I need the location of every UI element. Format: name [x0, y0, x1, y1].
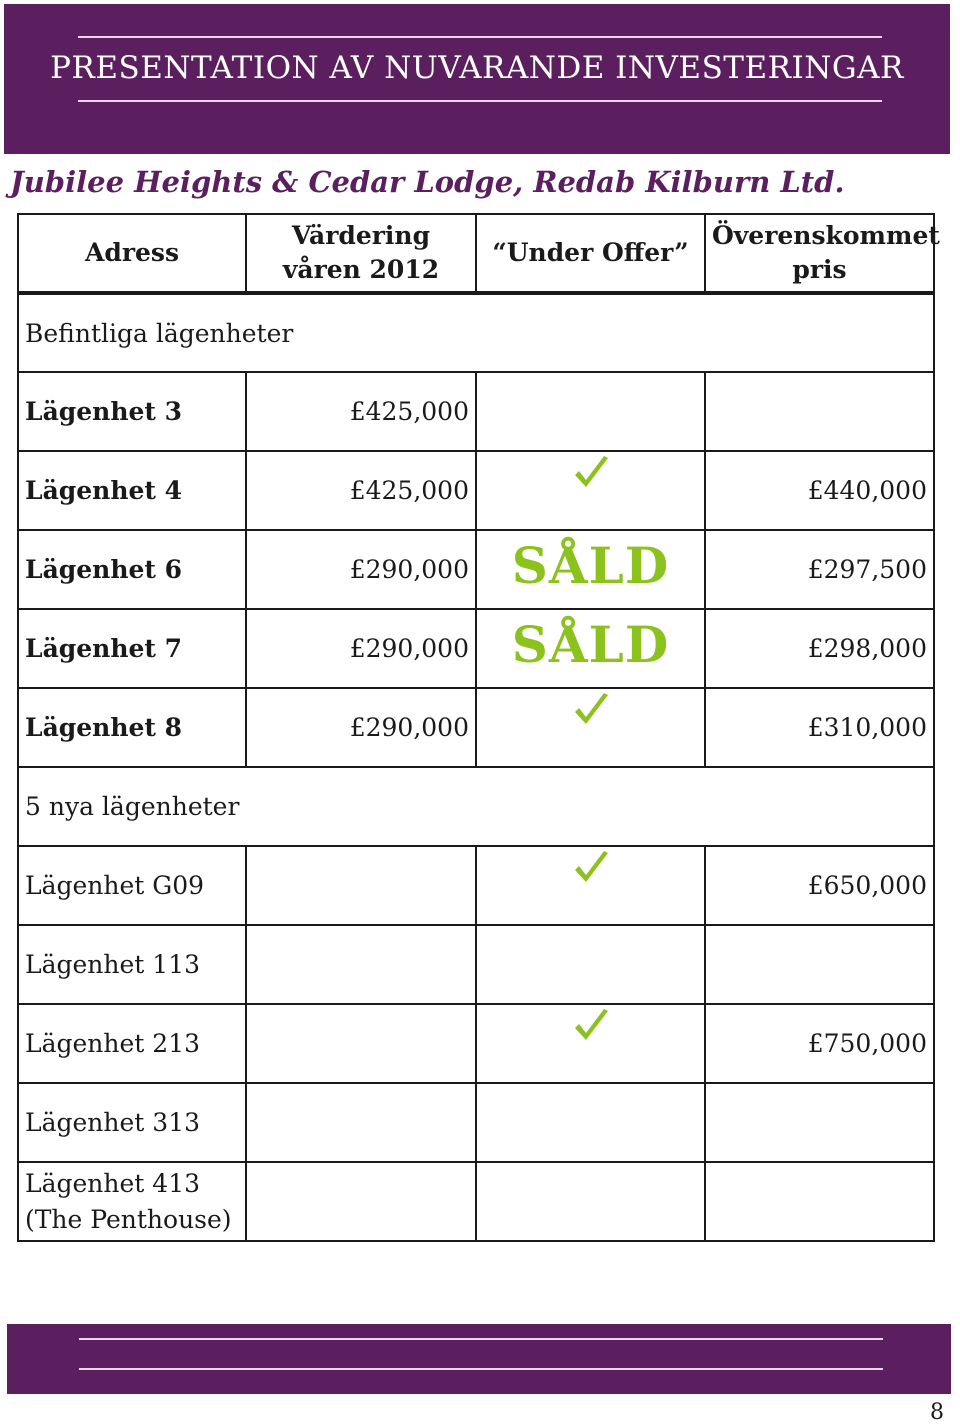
apartment-name: Lägenhet 3 [18, 372, 246, 451]
table-row [18, 451, 934, 530]
under-offer-cell [476, 1004, 705, 1083]
apartment-name: Lägenhet G09 [18, 846, 246, 925]
apartment-name: Lägenhet 4 [18, 451, 246, 530]
project-subtitle: Jubilee Heights & Cedar Lodge, Redab Kilburn Ltd. [10, 165, 845, 199]
section-row [18, 293, 934, 372]
apartment-name: Lägenhet 7 [18, 609, 246, 688]
table-header-row [18, 214, 934, 293]
under-offer-cell [476, 1083, 705, 1162]
footer-rule-bottom [79, 1368, 883, 1370]
under-offer-cell [476, 846, 705, 925]
table-row [18, 1083, 934, 1162]
valuation-cell: £290,000 [246, 530, 476, 609]
valuation-cell [246, 846, 476, 925]
checkmark-icon [571, 454, 611, 494]
footer-band [7, 1324, 951, 1394]
agreed-price-cell [705, 1083, 934, 1162]
header-rule-top [78, 36, 882, 38]
apartment-name: Lägenhet 213 [18, 1004, 246, 1083]
column-header-agreed-price: Överenskommet pris [705, 214, 934, 293]
under-offer-cell [476, 530, 705, 609]
checkmark-icon [571, 1007, 611, 1047]
agreed-price-cell [705, 1162, 934, 1241]
page-title: PRESENTATION AV NUVARANDE INVESTERINGAR [50, 50, 904, 86]
header-rule-bottom [78, 100, 882, 102]
table-row [18, 530, 934, 609]
section-title: 5 nya lägenheter [18, 767, 934, 846]
agreed-price-cell: £750,000 [705, 1004, 934, 1083]
checkmark-icon [571, 849, 611, 889]
agreed-price-cell: £650,000 [705, 846, 934, 925]
column-header-valuation: Värdering våren 2012 [246, 214, 476, 293]
valuation-cell: £290,000 [246, 609, 476, 688]
valuation-cell [246, 1083, 476, 1162]
table-row [18, 1162, 934, 1241]
table-row [18, 925, 934, 1004]
valuation-cell: £290,000 [246, 688, 476, 767]
investment-table [17, 213, 940, 1242]
valuation-cell: £425,000 [246, 372, 476, 451]
table-row [18, 846, 934, 925]
apartment-name: Lägenhet 313 [18, 1083, 246, 1162]
apartment-name: Lägenhet 413 (The Penthouse) [18, 1162, 246, 1241]
section-row [18, 767, 934, 846]
valuation-cell [246, 1004, 476, 1083]
agreed-price-cell [705, 925, 934, 1004]
page-number: 8 [930, 1400, 944, 1425]
column-header-address: Adress [18, 214, 246, 293]
header-band [4, 4, 950, 154]
section-title: Befintliga lägenheter [18, 293, 934, 372]
agreed-price-cell: £440,000 [705, 451, 934, 530]
table-row [18, 1004, 934, 1083]
under-offer-cell [476, 372, 705, 451]
apartment-name: Lägenhet 6 [18, 530, 246, 609]
under-offer-cell [476, 451, 705, 530]
footer-rule-top [79, 1338, 883, 1340]
valuation-cell: £425,000 [246, 451, 476, 530]
column-header-under-offer: “Under Offer” [476, 214, 705, 293]
agreed-price-cell: £310,000 [705, 688, 934, 767]
under-offer-cell [476, 609, 705, 688]
valuation-cell [246, 925, 476, 1004]
valuation-cell [246, 1162, 476, 1241]
sold-label: SÅLD [511, 535, 670, 595]
under-offer-cell [476, 1162, 705, 1241]
agreed-price-cell: £297,500 [705, 530, 934, 609]
table-row [18, 609, 934, 688]
sold-label: SÅLD [511, 614, 670, 674]
apartment-name: Lägenhet 113 [18, 925, 246, 1004]
agreed-price-cell: £298,000 [705, 609, 934, 688]
under-offer-cell [476, 688, 705, 767]
table-row [18, 372, 934, 451]
agreed-price-cell [705, 372, 934, 451]
apartment-name: Lägenhet 8 [18, 688, 246, 767]
table-row [18, 688, 934, 767]
checkmark-icon [571, 691, 611, 731]
under-offer-cell [476, 925, 705, 1004]
